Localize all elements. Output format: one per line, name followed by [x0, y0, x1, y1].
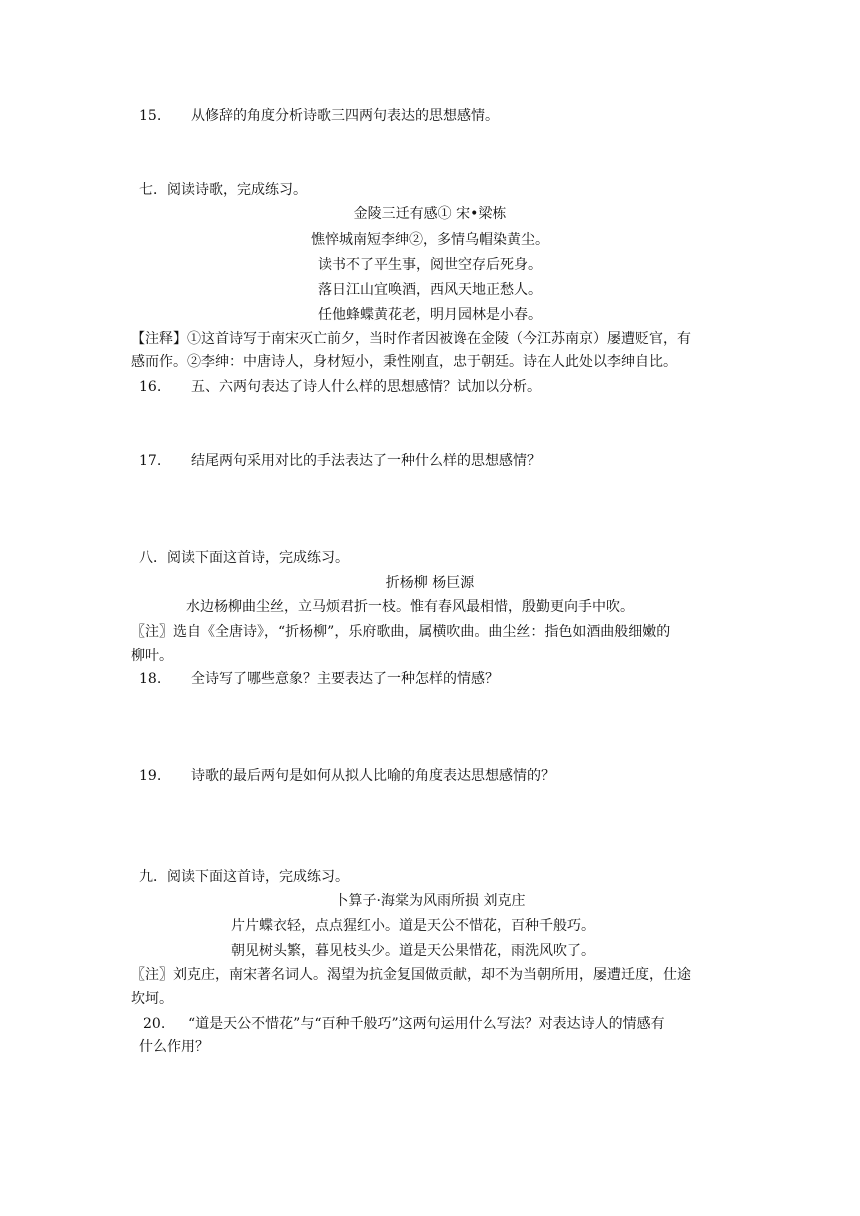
question-20-number: 20.	[143, 1016, 166, 1032]
poem-7-line-2: 读书不了平生事，阅世空存后死身。	[318, 257, 542, 273]
poem-9-line-2: 朝见树头繁，暮见枝头少。道是天公果惜花，雨洗风吹了。	[231, 943, 595, 959]
question-19-text: 诗歌的最后两句是如何从拟人比喻的角度表达思想感情的？	[191, 768, 555, 784]
poem-9-line-1: 片片蝶衣轻，点点猩红小。道是天公不惜花，百种千般巧。	[231, 918, 595, 934]
poem-8-note-line-2: 柳叶。	[131, 648, 173, 664]
section-7-heading: 七．阅读诗歌，完成练习。	[139, 182, 307, 198]
poem-9-title: 卜算子·海棠为风雨所损 刘克庄	[334, 893, 526, 909]
poem-9-note-line-2: 坎坷。	[131, 991, 173, 1007]
poem-8-title: 折杨柳 杨巨源	[385, 575, 475, 591]
poem-7-line-4: 任他蜂蝶黄花老，明月园林是小春。	[318, 307, 542, 323]
question-20-text-line-2: 什么作用？	[139, 1039, 209, 1055]
poem-7-line-1: 憔悴城南短李绅②，多情乌帽染黄尘。	[311, 232, 549, 248]
section-8-heading: 八．阅读下面这首诗，完成练习。	[139, 550, 349, 566]
question-18-number: 18.	[139, 671, 162, 687]
poem-9-note-line-1: 〖注〗刘克庄，南宋著名词人。渴望为抗金复国做贡献，却不为当朝所用，屡遭迁度，仕途	[131, 967, 691, 983]
poem-7-note-line-1: 【注释】①这首诗写于南宋灭亡前夕，当时作者因被谗在金陵（今江苏南京）屡遭贬官，有	[131, 331, 691, 347]
question-20-text-line-1: “道是天公不惜花”与“百种千般巧”这两句运用什么写法？对表达诗人的情感有	[188, 1016, 665, 1032]
question-19-number: 19.	[139, 768, 162, 784]
question-18-text: 全诗写了哪些意象？主要表达了一种怎样的情感？	[191, 671, 499, 687]
poem-7-line-3: 落日江山宜唤酒，西风天地正愁人。	[318, 282, 542, 298]
poem-7-note-line-2: 感而作。②李绅：中唐诗人，身材短小，秉性刚直，忠于朝廷。诗在人此处以李绅自比。	[131, 354, 677, 370]
poem-7-title: 金陵三迁有感① 宋•梁栋	[353, 206, 507, 222]
question-15-number: 15.	[139, 108, 162, 124]
question-15-text: 从修辞的角度分析诗歌三四两句表达的思想感情。	[191, 108, 499, 124]
question-16-text: 五、六两句表达了诗人什么样的思想感情？试加以分析。	[191, 379, 541, 395]
question-17-text: 结尾两句采用对比的手法表达了一种什么样的思想感情？	[191, 453, 541, 469]
poem-8-note-line-1: 〖注〗选自《全唐诗》，“折杨柳”，乐府歌曲，属横吹曲。曲尘丝：指色如酒曲般细嫩的	[131, 624, 671, 640]
poem-8-text: 水边杨柳曲尘丝，立马烦君折一枝。惟有春风最相惜，殷勤更向手中吹。	[186, 599, 634, 615]
question-17-number: 17.	[139, 453, 162, 469]
section-9-heading: 九．阅读下面这首诗，完成练习。	[139, 869, 349, 885]
question-16-number: 16.	[139, 379, 162, 395]
